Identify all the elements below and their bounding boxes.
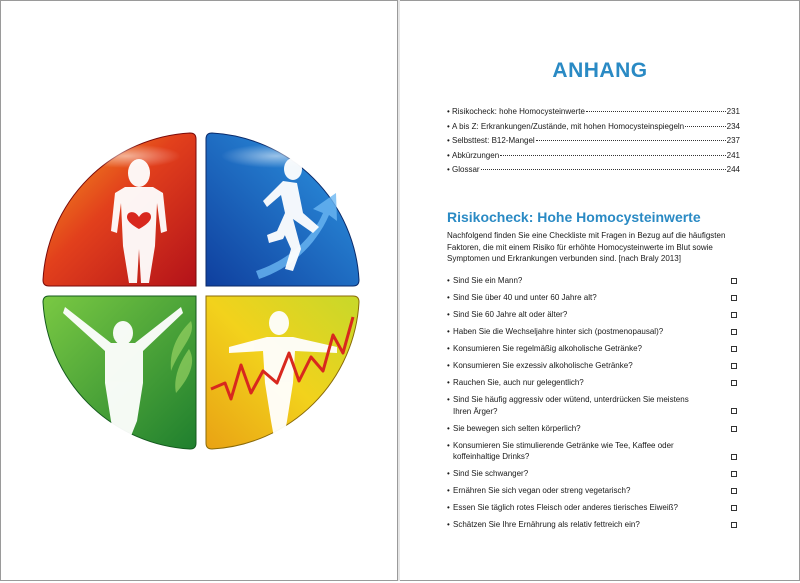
toc-item[interactable] [447, 136, 740, 151]
checklist-item [447, 326, 737, 338]
checkbox[interactable] [731, 505, 737, 511]
question-text: Konsumieren Sie regelmäßig alkoholische Getränke? [453, 344, 642, 353]
toc-item-page: 241 [726, 150, 740, 160]
appendix-title: ANHANG [552, 59, 648, 82]
question-text: Sind Sie 60 Jahre alt oder älter? [453, 310, 568, 319]
checkbox[interactable] [731, 346, 737, 352]
question-text: Schätzen Sie Ihre Ernährung als relativ fettreich ein? [453, 520, 640, 529]
risk-checklist [447, 275, 737, 536]
toc-item-label: • Selbsttest: B12-Mangel [452, 136, 535, 145]
checklist-item [447, 502, 737, 514]
section-title: Risikocheck: Hohe Homocysteinwerte [447, 209, 701, 225]
toc-item-label: • A bis Z: Erkrankungen/Zustände, mit hohen Homocysteinspiegeln [452, 121, 685, 131]
checkbox[interactable] [731, 278, 737, 284]
toc-item[interactable] [447, 107, 740, 122]
checklist-item [447, 275, 737, 287]
toc-leader-dots [481, 169, 726, 170]
intro-paragraph: Nachfolgend finden Sie eine Checkliste mit Fragen in Bezug auf die häufigsten Faktoren, die mit einem Risiko für erhöhte Homocysteinwerte im Blut sowie Symptomen und Erkrankungen verbunden sind. [nach Braly 2013] [447, 231, 726, 263]
health-emblem-illustration [31, 121, 371, 461]
question-text: Sie bewegen sich selten körperlich? [453, 423, 581, 433]
checkbox[interactable] [731, 471, 737, 477]
checklist-item [447, 468, 737, 480]
table-of-contents [447, 107, 800, 180]
toc-item-label: • Glossar [452, 165, 480, 174]
question-text: Haben Sie die Wechseljahre hinter sich (postmenopausal)? [453, 327, 664, 336]
checklist-item [447, 343, 737, 355]
question-text: Konsumieren Sie exzessiv alkoholische Getränke? [453, 361, 633, 370]
toc-leader-dots [536, 140, 726, 141]
toc-item[interactable] [447, 122, 740, 137]
question-text: Sind Sie ein Mann? [453, 276, 523, 285]
toc-item-page: 231 [726, 107, 740, 116]
toc-item-label: • Abkürzungen [452, 150, 500, 160]
checkbox[interactable] [731, 408, 737, 414]
checkbox[interactable] [731, 329, 737, 335]
question-text: Sind Sie über 40 und unter 60 Jahre alt? [453, 293, 597, 302]
question-text: Rauchen Sie, auch nur gelegentlich? [453, 378, 584, 387]
checklist-item [447, 485, 737, 497]
checklist-item [447, 440, 737, 463]
checkbox[interactable] [731, 363, 737, 369]
toc-item[interactable] [447, 165, 740, 180]
question-text: Konsumieren Sie stimulierende Getränke wie Tee, Kaffee oder koffeinhaltige Drinks? [453, 440, 674, 461]
checkbox[interactable] [731, 488, 737, 494]
toc-leader-dots [586, 111, 726, 112]
checklist-item [447, 377, 737, 389]
right-page [400, 0, 800, 581]
toc-leader-dots [500, 155, 725, 156]
checklist-item [447, 309, 737, 321]
toc-item[interactable] [447, 151, 740, 166]
checklist-item [447, 394, 737, 417]
checklist-item [447, 423, 737, 435]
checklist-item [447, 360, 737, 372]
checkbox[interactable] [731, 522, 737, 528]
toc-leader-dots [685, 126, 726, 127]
checklist-item [447, 519, 737, 531]
question-text: Sind Sie schwanger? [453, 469, 529, 478]
question-text: Ernähren Sie sich vegan oder streng vegetarisch? [453, 486, 631, 495]
toc-item-label: • Risikocheck: hohe Homocysteinwerte [452, 107, 585, 116]
checkbox[interactable] [731, 295, 737, 301]
checkbox[interactable] [731, 312, 737, 318]
checkbox[interactable] [731, 380, 737, 386]
toc-item-page: 234 [726, 121, 740, 131]
checkbox[interactable] [731, 454, 737, 460]
toc-item-page: 244 [726, 165, 740, 174]
question-text: Sind Sie häufig aggressiv oder wütend, unterdrücken Sie meistens Ihren Ärger? [453, 395, 689, 416]
checklist-item [447, 292, 737, 304]
checkbox[interactable] [731, 426, 737, 432]
toc-item-page: 237 [726, 136, 740, 145]
left-page [0, 0, 398, 581]
question-text: Essen Sie täglich rotes Fleisch oder anderes tierisches Eiweiß? [453, 503, 678, 512]
